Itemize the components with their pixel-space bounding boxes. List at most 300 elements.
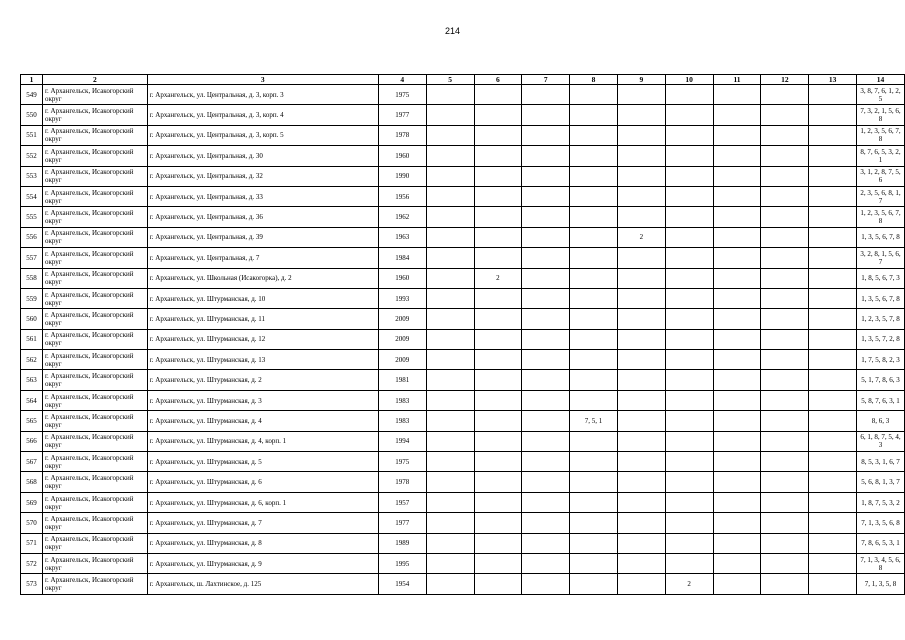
- col11-cell: [713, 390, 761, 410]
- col8-cell: [570, 329, 618, 349]
- address-cell: г. Архангельск, ул. Штурманская, д. 11: [147, 309, 378, 329]
- col13-cell: [809, 350, 857, 370]
- year-cell: 1960: [378, 146, 426, 166]
- col13-cell: [809, 146, 857, 166]
- col13-cell: [809, 370, 857, 390]
- year-cell: 1954: [378, 574, 426, 594]
- col7-cell: [522, 288, 570, 308]
- col8-cell: [570, 105, 618, 125]
- table-row: [21, 227, 905, 247]
- col11-cell: [713, 146, 761, 166]
- address-cell: г. Архангельск, ул. Штурманская, д. 5: [147, 452, 378, 472]
- col12-cell: [761, 288, 809, 308]
- col12-cell: [761, 452, 809, 472]
- col6-cell: [474, 146, 522, 166]
- col10-cell: [665, 268, 713, 288]
- col12-cell: [761, 553, 809, 573]
- col12-cell: [761, 309, 809, 329]
- district-cell: г. Архангельск, Исакогорский округ: [42, 533, 147, 553]
- district-cell: г. Архангельск, Исакогорский округ: [42, 186, 147, 206]
- table-row: [21, 329, 905, 349]
- col9-cell: [617, 574, 665, 594]
- col13-cell: [809, 248, 857, 268]
- table-body: [21, 85, 905, 595]
- col6-cell: [474, 533, 522, 553]
- col11-cell: [713, 472, 761, 492]
- col11-cell: [713, 553, 761, 573]
- col9-cell: 2: [617, 227, 665, 247]
- col12-cell: [761, 207, 809, 227]
- col11-cell: [713, 186, 761, 206]
- col8-cell: [570, 85, 618, 105]
- col12-cell: [761, 431, 809, 451]
- col11-cell: [713, 207, 761, 227]
- col13-cell: [809, 125, 857, 145]
- col6-cell: [474, 329, 522, 349]
- year-cell: 1993: [378, 288, 426, 308]
- row-number: 569: [21, 492, 43, 512]
- col10-cell: [665, 85, 713, 105]
- column-header-11: 11: [713, 75, 761, 85]
- year-cell: 2009: [378, 329, 426, 349]
- col6-cell: [474, 166, 522, 186]
- col9-cell: [617, 288, 665, 308]
- table-row: [21, 166, 905, 186]
- table-row: [21, 492, 905, 512]
- row-number: 563: [21, 370, 43, 390]
- col9-cell: [617, 146, 665, 166]
- table-row: [21, 533, 905, 553]
- col13-cell: [809, 574, 857, 594]
- col6-cell: [474, 248, 522, 268]
- address-cell: г. Архангельск, ул. Школьная (Исакогорка), д. 2: [147, 268, 378, 288]
- col5-cell: [426, 125, 474, 145]
- col10-cell: [665, 146, 713, 166]
- col14-cell: 1, 2, 3, 5, 6, 7, 8: [857, 125, 905, 145]
- year-cell: 1978: [378, 472, 426, 492]
- col11-cell: [713, 85, 761, 105]
- col13-cell: [809, 472, 857, 492]
- col11-cell: [713, 166, 761, 186]
- col13-cell: [809, 85, 857, 105]
- col13-cell: [809, 105, 857, 125]
- col13-cell: [809, 329, 857, 349]
- row-number: 562: [21, 350, 43, 370]
- col12-cell: [761, 85, 809, 105]
- address-cell: г. Архангельск, ул. Центральная, д. 39: [147, 227, 378, 247]
- col10-cell: [665, 390, 713, 410]
- col7-cell: [522, 513, 570, 533]
- col7-cell: [522, 227, 570, 247]
- col8-cell: [570, 146, 618, 166]
- col10-cell: [665, 125, 713, 145]
- col5-cell: [426, 350, 474, 370]
- col13-cell: [809, 227, 857, 247]
- col9-cell: [617, 186, 665, 206]
- col10-cell: [665, 553, 713, 573]
- col5-cell: [426, 553, 474, 573]
- col9-cell: [617, 166, 665, 186]
- column-header-5: 5: [426, 75, 474, 85]
- col12-cell: [761, 166, 809, 186]
- col8-cell: [570, 125, 618, 145]
- col8-cell: [570, 350, 618, 370]
- column-header-1: 1: [21, 75, 43, 85]
- col8-cell: [570, 452, 618, 472]
- col6-cell: [474, 574, 522, 594]
- year-cell: 1960: [378, 268, 426, 288]
- year-cell: 1995: [378, 553, 426, 573]
- column-header-14: 14: [857, 75, 905, 85]
- col14-cell: 7, 3, 2, 1, 5, 6, 8: [857, 105, 905, 125]
- col14-cell: 8, 6, 3: [857, 411, 905, 431]
- col9-cell: [617, 452, 665, 472]
- col10-cell: [665, 452, 713, 472]
- col9-cell: [617, 350, 665, 370]
- col8-cell: [570, 227, 618, 247]
- col9-cell: [617, 85, 665, 105]
- address-cell: г. Архангельск, ул. Центральная, д. 3, корп. 5: [147, 125, 378, 145]
- column-header-4: 4: [378, 75, 426, 85]
- row-number: 567: [21, 452, 43, 472]
- col6-cell: [474, 227, 522, 247]
- col12-cell: [761, 125, 809, 145]
- district-cell: г. Архангельск, Исакогорский округ: [42, 370, 147, 390]
- col14-cell: 1, 2, 3, 5, 6, 7, 8: [857, 207, 905, 227]
- col5-cell: [426, 288, 474, 308]
- col12-cell: [761, 492, 809, 512]
- address-cell: г. Архангельск, ул. Штурманская, д. 4, корп. 1: [147, 431, 378, 451]
- row-number: 561: [21, 329, 43, 349]
- col7-cell: [522, 553, 570, 573]
- year-cell: 1983: [378, 390, 426, 410]
- col11-cell: [713, 329, 761, 349]
- table-row: [21, 431, 905, 451]
- district-cell: г. Архангельск, Исакогорский округ: [42, 85, 147, 105]
- address-cell: г. Архангельск, ул. Штурманская, д. 6, корп. 1: [147, 492, 378, 512]
- district-cell: г. Архангельск, Исакогорский округ: [42, 248, 147, 268]
- year-cell: 1977: [378, 105, 426, 125]
- col6-cell: [474, 288, 522, 308]
- row-number: 552: [21, 146, 43, 166]
- col12-cell: [761, 329, 809, 349]
- col14-cell: 8, 7, 6, 5, 3, 2, 1: [857, 146, 905, 166]
- col5-cell: [426, 166, 474, 186]
- col11-cell: [713, 288, 761, 308]
- col8-cell: [570, 309, 618, 329]
- address-cell: г. Архангельск, ш. Лахтинское, д. 125: [147, 574, 378, 594]
- col12-cell: [761, 268, 809, 288]
- address-cell: г. Архангельск, ул. Центральная, д. 33: [147, 186, 378, 206]
- col6-cell: [474, 186, 522, 206]
- column-header-13: 13: [809, 75, 857, 85]
- col11-cell: [713, 350, 761, 370]
- col5-cell: [426, 492, 474, 512]
- col12-cell: [761, 390, 809, 410]
- col6-cell: [474, 553, 522, 573]
- col7-cell: [522, 309, 570, 329]
- col12-cell: [761, 105, 809, 125]
- district-cell: г. Архангельск, Исакогорский округ: [42, 513, 147, 533]
- col13-cell: [809, 553, 857, 573]
- address-cell: г. Архангельск, ул. Штурманская, д. 4: [147, 411, 378, 431]
- col9-cell: [617, 309, 665, 329]
- col9-cell: [617, 472, 665, 492]
- col14-cell: 8, 5, 3, 1, 6, 7: [857, 452, 905, 472]
- address-cell: г. Архангельск, ул. Центральная, д. 3, корп. 3: [147, 85, 378, 105]
- district-cell: г. Архангельск, Исакогорский округ: [42, 227, 147, 247]
- col12-cell: [761, 411, 809, 431]
- district-cell: г. Архангельск, Исакогорский округ: [42, 452, 147, 472]
- address-cell: г. Архангельск, ул. Штурманская, д. 10: [147, 288, 378, 308]
- col11-cell: [713, 125, 761, 145]
- year-cell: 1990: [378, 166, 426, 186]
- district-cell: г. Архангельск, Исакогорский округ: [42, 207, 147, 227]
- col8-cell: 7, 5, 1: [570, 411, 618, 431]
- col8-cell: [570, 288, 618, 308]
- row-number: 566: [21, 431, 43, 451]
- col12-cell: [761, 248, 809, 268]
- col9-cell: [617, 533, 665, 553]
- col11-cell: [713, 268, 761, 288]
- col13-cell: [809, 513, 857, 533]
- address-cell: г. Архангельск, ул. Центральная, д. 36: [147, 207, 378, 227]
- col10-cell: [665, 513, 713, 533]
- table-row: [21, 370, 905, 390]
- col14-cell: 2, 3, 5, 6, 8, 1, 7: [857, 186, 905, 206]
- col13-cell: [809, 288, 857, 308]
- col6-cell: [474, 105, 522, 125]
- row-number: 557: [21, 248, 43, 268]
- col13-cell: [809, 452, 857, 472]
- year-cell: 1962: [378, 207, 426, 227]
- col5-cell: [426, 533, 474, 553]
- table-row: [21, 390, 905, 410]
- table-row: [21, 288, 905, 308]
- col5-cell: [426, 513, 474, 533]
- col14-cell: 6, 1, 8, 7, 5, 4, 3: [857, 431, 905, 451]
- district-cell: г. Архангельск, Исакогорский округ: [42, 146, 147, 166]
- col14-cell: 3, 1, 2, 8, 7, 5, 6: [857, 166, 905, 186]
- row-number: 549: [21, 85, 43, 105]
- column-header-3: 3: [147, 75, 378, 85]
- address-cell: г. Архангельск, ул. Штурманская, д. 13: [147, 350, 378, 370]
- col7-cell: [522, 268, 570, 288]
- table-row: [21, 146, 905, 166]
- table-row: [21, 411, 905, 431]
- year-cell: 1975: [378, 85, 426, 105]
- col7-cell: [522, 574, 570, 594]
- col5-cell: [426, 105, 474, 125]
- col10-cell: [665, 166, 713, 186]
- col6-cell: [474, 492, 522, 512]
- district-cell: г. Архангельск, Исакогорский округ: [42, 329, 147, 349]
- col14-cell: 7, 1, 3, 4, 5, 6, 8: [857, 553, 905, 573]
- col14-cell: 1, 2, 3, 5, 7, 8: [857, 309, 905, 329]
- col6-cell: [474, 472, 522, 492]
- col10-cell: [665, 329, 713, 349]
- col8-cell: [570, 186, 618, 206]
- col10-cell: [665, 411, 713, 431]
- col9-cell: [617, 431, 665, 451]
- row-number: 553: [21, 166, 43, 186]
- column-header-2: 2: [42, 75, 147, 85]
- col7-cell: [522, 207, 570, 227]
- year-cell: 1975: [378, 452, 426, 472]
- col6-cell: [474, 452, 522, 472]
- col11-cell: [713, 431, 761, 451]
- col8-cell: [570, 553, 618, 573]
- col10-cell: 2: [665, 574, 713, 594]
- col14-cell: 1, 3, 5, 7, 2, 8: [857, 329, 905, 349]
- col11-cell: [713, 248, 761, 268]
- col8-cell: [570, 472, 618, 492]
- table-row: [21, 125, 905, 145]
- col7-cell: [522, 85, 570, 105]
- col5-cell: [426, 207, 474, 227]
- col9-cell: [617, 492, 665, 512]
- table-row: [21, 350, 905, 370]
- row-number: 555: [21, 207, 43, 227]
- col13-cell: [809, 390, 857, 410]
- district-cell: г. Архангельск, Исакогорский округ: [42, 431, 147, 451]
- year-cell: 1963: [378, 227, 426, 247]
- col7-cell: [522, 533, 570, 553]
- col8-cell: [570, 431, 618, 451]
- row-number: 554: [21, 186, 43, 206]
- row-number: 551: [21, 125, 43, 145]
- col6-cell: [474, 390, 522, 410]
- col14-cell: 1, 3, 5, 6, 7, 8: [857, 288, 905, 308]
- col5-cell: [426, 411, 474, 431]
- col5-cell: [426, 146, 474, 166]
- col10-cell: [665, 288, 713, 308]
- col11-cell: [713, 105, 761, 125]
- col14-cell: 1, 7, 5, 8, 2, 3: [857, 350, 905, 370]
- table-row: [21, 513, 905, 533]
- buildings-table: [20, 74, 905, 595]
- col8-cell: [570, 370, 618, 390]
- table-row: [21, 248, 905, 268]
- year-cell: 2009: [378, 309, 426, 329]
- table-row: [21, 207, 905, 227]
- district-cell: г. Архангельск, Исакогорский округ: [42, 492, 147, 512]
- year-cell: 1978: [378, 125, 426, 145]
- col8-cell: [570, 513, 618, 533]
- year-cell: 1989: [378, 533, 426, 553]
- column-header-9: 9: [617, 75, 665, 85]
- col13-cell: [809, 166, 857, 186]
- year-cell: 1984: [378, 248, 426, 268]
- col5-cell: [426, 370, 474, 390]
- row-number: 570: [21, 513, 43, 533]
- col8-cell: [570, 390, 618, 410]
- district-cell: г. Архангельск, Исакогорский округ: [42, 574, 147, 594]
- table-row: [21, 268, 905, 288]
- col5-cell: [426, 227, 474, 247]
- col11-cell: [713, 309, 761, 329]
- col14-cell: 7, 1, 3, 5, 8: [857, 574, 905, 594]
- col11-cell: [713, 411, 761, 431]
- column-header-12: 12: [761, 75, 809, 85]
- col13-cell: [809, 492, 857, 512]
- address-cell: г. Архангельск, ул. Штурманская, д. 9: [147, 553, 378, 573]
- col8-cell: [570, 533, 618, 553]
- col13-cell: [809, 268, 857, 288]
- col12-cell: [761, 350, 809, 370]
- year-cell: 1956: [378, 186, 426, 206]
- address-cell: г. Архангельск, ул. Центральная, д. 32: [147, 166, 378, 186]
- col7-cell: [522, 329, 570, 349]
- col7-cell: [522, 186, 570, 206]
- district-cell: г. Архангельск, Исакогорский округ: [42, 125, 147, 145]
- col11-cell: [713, 452, 761, 472]
- row-number: 560: [21, 309, 43, 329]
- col14-cell: 5, 6, 8, 1, 3, 7: [857, 472, 905, 492]
- col12-cell: [761, 472, 809, 492]
- table-row: [21, 553, 905, 573]
- col9-cell: [617, 248, 665, 268]
- col6-cell: [474, 411, 522, 431]
- column-header-6: 6: [474, 75, 522, 85]
- district-cell: г. Архангельск, Исакогорский округ: [42, 105, 147, 125]
- column-header-7: 7: [522, 75, 570, 85]
- col10-cell: [665, 533, 713, 553]
- col10-cell: [665, 472, 713, 492]
- address-cell: г. Архангельск, ул. Центральная, д. 30: [147, 146, 378, 166]
- col11-cell: [713, 574, 761, 594]
- col14-cell: 3, 2, 8, 1, 5, 6, 7: [857, 248, 905, 268]
- col9-cell: [617, 207, 665, 227]
- col6-cell: [474, 207, 522, 227]
- col6-cell: [474, 370, 522, 390]
- col7-cell: [522, 390, 570, 410]
- col14-cell: 1, 8, 5, 6, 7, 3: [857, 268, 905, 288]
- col6-cell: [474, 85, 522, 105]
- district-cell: г. Архангельск, Исакогорский округ: [42, 166, 147, 186]
- table-row: [21, 574, 905, 594]
- col9-cell: [617, 268, 665, 288]
- col9-cell: [617, 105, 665, 125]
- col7-cell: [522, 166, 570, 186]
- address-cell: г. Архангельск, ул. Штурманская, д. 7: [147, 513, 378, 533]
- col5-cell: [426, 186, 474, 206]
- col10-cell: [665, 227, 713, 247]
- table-row: [21, 309, 905, 329]
- col12-cell: [761, 186, 809, 206]
- col5-cell: [426, 472, 474, 492]
- col11-cell: [713, 533, 761, 553]
- col7-cell: [522, 431, 570, 451]
- col7-cell: [522, 492, 570, 512]
- col9-cell: [617, 411, 665, 431]
- col9-cell: [617, 553, 665, 573]
- col12-cell: [761, 574, 809, 594]
- col5-cell: [426, 248, 474, 268]
- year-cell: 1983: [378, 411, 426, 431]
- col5-cell: [426, 85, 474, 105]
- col13-cell: [809, 431, 857, 451]
- col8-cell: [570, 492, 618, 512]
- year-cell: 1981: [378, 370, 426, 390]
- col13-cell: [809, 411, 857, 431]
- col11-cell: [713, 370, 761, 390]
- col13-cell: [809, 533, 857, 553]
- district-cell: г. Архангельск, Исакогорский округ: [42, 411, 147, 431]
- col9-cell: [617, 513, 665, 533]
- row-number: 558: [21, 268, 43, 288]
- year-cell: 1977: [378, 513, 426, 533]
